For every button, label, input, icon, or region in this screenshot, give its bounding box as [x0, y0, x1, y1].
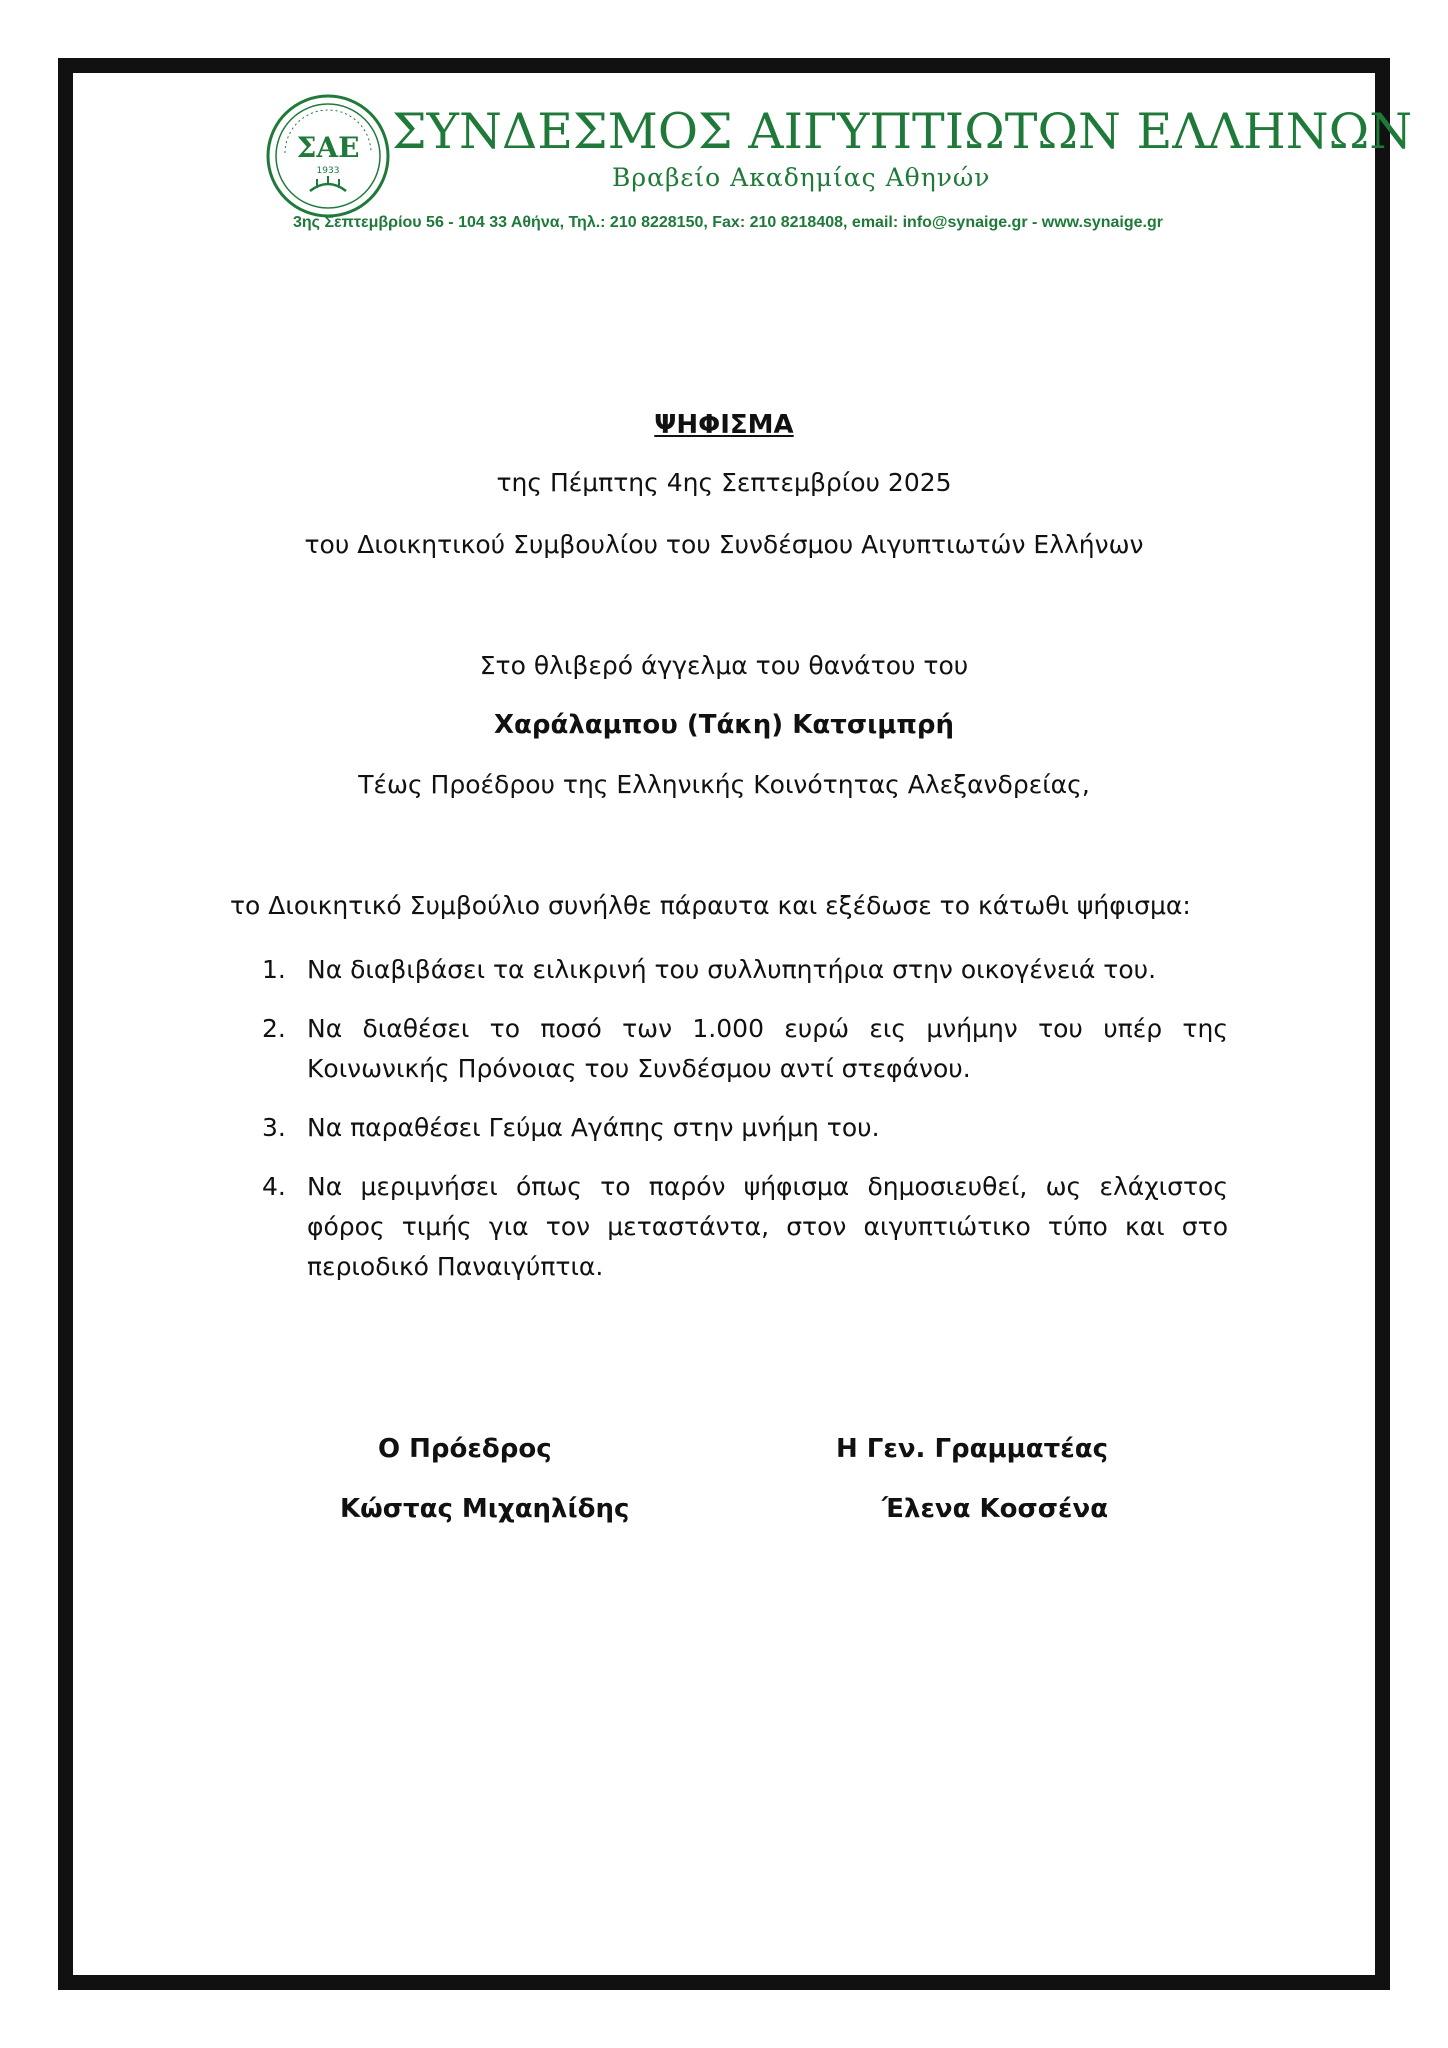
- deceased-role: Τέως Προέδρου της Ελληνικής Κοινότητας Αλεξανδρείας,: [358, 770, 1090, 799]
- date-line: της Πέμπτης 4ης Σεπτεμβρίου 2025: [496, 468, 952, 497]
- item-number: 2.: [262, 1014, 286, 1043]
- board-line: του Διοικητικού Συμβουλίου του Συνδέσμου Αιγυπτιωτών Ελλήνων: [304, 530, 1144, 559]
- list-item: [262, 1108, 1228, 1148]
- list-item: [262, 950, 1228, 990]
- item-text: Να διαθέσει το ποσό των 1.000 ευρώ εις μνήμην του υπέρ της Κοινωνικής Πρόνοιας του Συνδέσμου αντί στεφάνου.: [307, 1014, 1228, 1083]
- list-item: [262, 1167, 1228, 1287]
- contact-line: 3ης Σεπτεμβρίου 56 - 104 33 Αθήνα, Τηλ.: 210 8228150, Fax: 210 8218408, email: info@synaige.gr - www.synaige.gr: [293, 214, 1163, 231]
- organization-name: ΣΥΝΔΕΣΜΟΣ ΑΙΓΥΠΤΙΩΤΩΝ ΕΛΛΗΝΩΝ: [392, 103, 1413, 160]
- logo-year: 1933: [316, 166, 340, 176]
- organization-subtitle: Βραβείο Ακαδημίας Αθηνών: [612, 163, 991, 192]
- deceased-name: Χαράλαμπου (Τάκη) Κατσιμπρή: [493, 710, 955, 740]
- president-title: Ο Πρόεδρος: [378, 1434, 552, 1464]
- document-title: ΨΗΦΙΣΜΑ: [654, 410, 794, 440]
- list-item: [262, 1009, 1228, 1089]
- resolution-statement: το Διοικητικό Συμβούλιο συνήλθε πάραυτα και εξέδωσε το κάτωθι ψήφισμα:: [230, 891, 1191, 920]
- item-number: 3.: [262, 1113, 286, 1142]
- item-number: 1.: [262, 955, 286, 984]
- intro-line: Στο θλιβερό άγγελμα του θανάτου του: [479, 651, 969, 680]
- secretary-title: Η Γεν. Γραμματέας: [836, 1434, 1108, 1464]
- item-number: 4.: [262, 1172, 286, 1201]
- president-name: Κώστας Μιχαηλίδης: [340, 1494, 630, 1524]
- secretary-name: Έλενα Κοσσένα: [882, 1494, 1109, 1524]
- item-text: Να μεριμνήσει όπως το παρόν ψήφισμα δημοσιευθεί, ως ελάχιστος φόρος τιμής για τον μεταστάντα, στον αιγυπτιώτικο τύπο και στο περιοδικό Παναιγύπτια.: [307, 1172, 1228, 1281]
- resolution-list: [262, 950, 1228, 1306]
- item-text: Να παραθέσει Γεύμα Αγάπης στην μνήμη του.: [307, 1113, 880, 1142]
- association-logo-icon: [265, 93, 391, 219]
- logo-monogram: ΣΑΕ: [296, 131, 360, 164]
- item-text: Να διαβιβάσει τα ειλικρινή του συλλυπητήρια στην οικογένειά του.: [307, 955, 1157, 984]
